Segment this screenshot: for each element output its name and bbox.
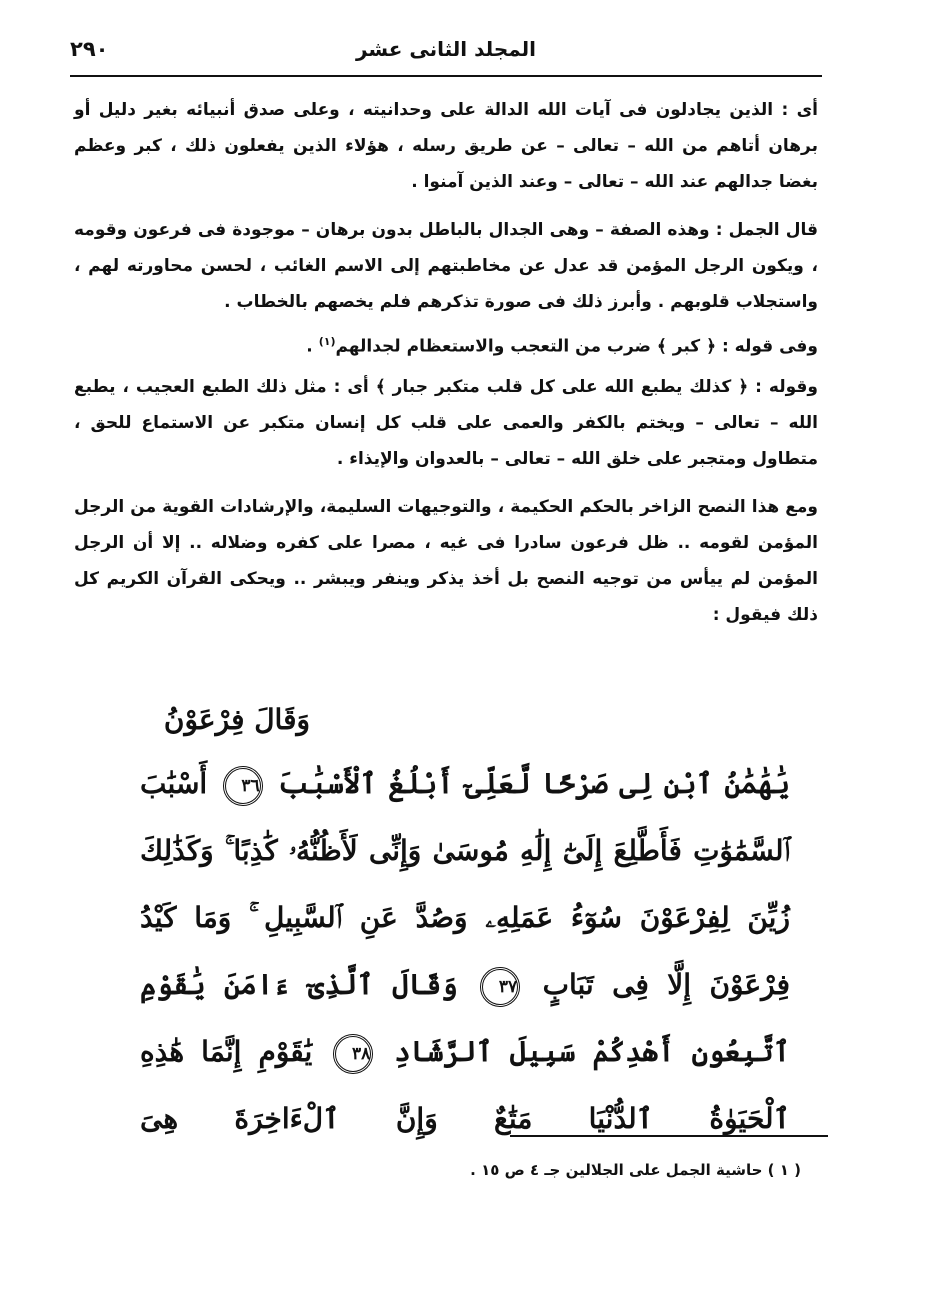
running-title: المجلد الثانى عشر: [355, 37, 537, 61]
quran-verse-block: [140, 686, 790, 1152]
ayah-number-37: ٣٧: [480, 967, 520, 1007]
paragraph-2: قال الجمل : وهذه الصفة – وهى الجدال بالباطل بدون برهان – موجودة فى فرعون وقومه ، ويكون الرجل المؤمن قد عدل عن مخاطبتهم إلى الاسم الغائب ، لحسن محاورته لهم ، واستجلاب قلوبهم . وأبرز ذلك فى صورة تذكرهم فلم يخصهم بالخطاب .: [74, 220, 818, 312]
paragraph-5: ومع هذا النصح الزاخر بالحكم الحكيمة ، والتوجيهات السليمة، والإرشادات القوية من الرجل المؤمن لقومه .. ظل فرعون سادرا فى غيه ، مصرا على كفره وضلاله .. إلا أن الرجل المؤمن لم ييأس من توجيه النصح بل أخذ يذكر وينفر ويبشر .. ويحكى القرآن الكريم كل ذلك فيقول :: [74, 496, 818, 625]
footnote-marker: (١): [318, 335, 336, 348]
page-number: ٢٩٠: [70, 37, 109, 61]
page-header: [70, 34, 822, 74]
footnote-rule: [510, 1135, 828, 1137]
ayah-number-36: ٣٦: [223, 766, 263, 806]
paragraph-4: وقوله : ﴿ كذلك يطبع الله على كل قلب متكبر جبار ﴾ أى : مثل ذلك الطبع العجيب ، يطبع الله – تعالى – ويختم بالكفر والعمى على قلب كل إنسان متكبر عن الاستماع للحق ، متطاول ومتجبر على خلق الله – تعالى – بالعدوان والإيذاء .: [74, 376, 818, 469]
verse-part-3: وَقَالَ ٱلَّذِىٓ ءَامَنَ يَٰقَوْمِ ٱتَّبِعُونِ أَهْدِكُمْ سَبِيلَ ٱلرَّشَادِ: [140, 968, 791, 1068]
verse-part-4: يَٰقَوْمِ إِنَّمَا هَٰذِهِ ٱلْحَيَوٰةُ ٱلدُّنْيَا مَتَٰعٌ وَإِنَّ ٱلْءَاخِرَةَ هِىَ: [140, 1035, 790, 1135]
verse-body: [140, 750, 790, 1152]
verse-intro: وَقَالَ فِرْعَوْنُ: [163, 703, 310, 736]
verse-part-2: أَسْبَٰبَ ٱلسَّمَٰوَٰتِ فَأَطَّلِعَ إِلَىٰٓ إِلَٰهِ مُوسَىٰ وَإِنِّى لَأَظُنُّهُۥ كَٰذِبًا ۚ وَكَذَٰلِكَ زُيِّنَ لِفِرْعَوْنَ سُوٓءُ عَمَلِهِۦ وَصُدَّ عَنِ ٱلسَّبِيلِ ۚ وَمَا كَيْدُ فِرْعَوْنَ إِلَّا فِى تَبَابٍ: [140, 767, 791, 1001]
commentary-text: [74, 92, 818, 633]
ayah-number-38: ٣٨: [333, 1034, 373, 1074]
paragraph-1: أى : الذين يجادلون فى آيات الله الدالة على وحدانيته ، وعلى صدق أنبيائه بغير دليل أو برهان أتاهم من الله – تعالى – عن طريق رسله ، هؤلاء الذين يفعلون ذلك ، كبر وعظم بغضا جدالهم عند الله – تعالى – وعند الذين آمنوا .: [74, 100, 818, 192]
footnote: ( ١ ) حاشية الجمل على الجلالين جـ ٤ ص ١٥ .: [470, 1161, 801, 1179]
paragraph-3-text: وفى قوله : ﴿ كبر ﴾ ضرب من التعجب والاستعظام لجدالهم: [335, 336, 818, 357]
verse-part-1: يَٰهَٰمَٰنُ ٱبْنِ لِى صَرْحًا لَّعَلِّىٓ أَبْلُغُ ٱلْأَسْبَٰبَ: [278, 767, 790, 800]
paragraph-3-end: .: [306, 336, 319, 357]
header-rule: [70, 75, 822, 77]
paragraph-3: [74, 324, 818, 365]
